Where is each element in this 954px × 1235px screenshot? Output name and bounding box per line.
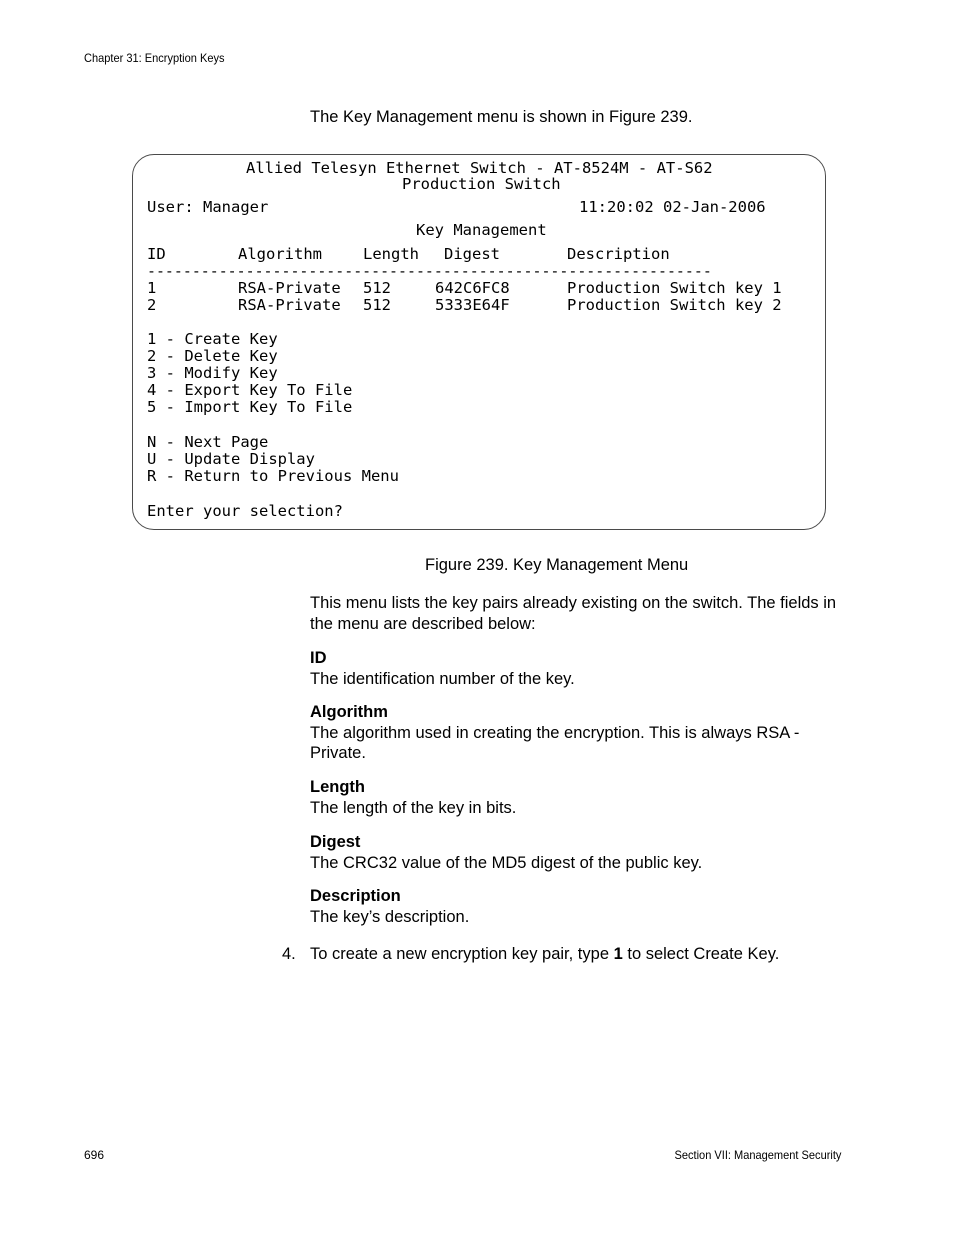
footer-section: Section VII: Management Security — [674, 1148, 841, 1162]
key-row-description: Production Switch key 1 — [567, 279, 782, 297]
terminal-separator: --------------------------------------------------------------- — [147, 262, 712, 280]
intro-text: The Key Management menu is shown in Figure 239. — [310, 108, 693, 126]
key-row-digest: 642C6FC8 — [435, 279, 510, 297]
step-item — [282, 944, 779, 965]
menu-option-export-key[interactable]: 4 - Export Key To File — [147, 381, 353, 399]
column-header-digest: Digest — [444, 245, 500, 263]
menu-option-next-page[interactable]: N - Next Page — [147, 433, 269, 451]
terminal-system-line: Allied Telesyn Ethernet Switch - AT-8524M - AT-S62 — [246, 159, 713, 177]
terminal-datetime: 11:20:02 02-Jan-2006 — [579, 198, 766, 216]
column-header-length: Length — [363, 245, 419, 263]
step-text-before: To create a new encryption key pair, type — [310, 945, 614, 963]
key-row-id: 2 — [147, 296, 157, 314]
field-title: Length — [310, 778, 365, 796]
field-title: Digest — [310, 833, 361, 851]
step-text-after: to select Create Key. — [622, 945, 780, 963]
menu-option-create-key[interactable]: 1 - Create Key — [147, 330, 278, 348]
field-id — [310, 648, 850, 689]
field-title: ID — [310, 649, 327, 667]
field-text: The identification number of the key. — [310, 669, 575, 688]
terminal-selection-prompt[interactable]: Enter your selection? — [147, 502, 343, 520]
step-bold-key: 1 — [613, 945, 623, 963]
field-description — [310, 886, 850, 927]
column-header-algorithm: Algorithm — [238, 245, 322, 263]
field-text: The CRC32 value of the MD5 digest of the public key. — [310, 853, 703, 872]
key-row-id: 1 — [147, 279, 157, 297]
field-algorithm — [310, 702, 850, 764]
menu-option-delete-key[interactable]: 2 - Delete Key — [147, 347, 278, 365]
field-text: The key’s description. — [310, 907, 470, 926]
menu-option-import-key[interactable]: 5 - Import Key To File — [147, 398, 353, 416]
page-number: 696 — [84, 1148, 105, 1162]
key-row-description: Production Switch key 2 — [567, 296, 782, 314]
key-row-digest: 5333E64F — [435, 296, 510, 314]
menu-option-update-display[interactable]: U - Update Display — [147, 450, 315, 468]
running-header: Chapter 31: Encryption Keys — [84, 51, 225, 65]
step-number: 4. — [282, 945, 296, 963]
terminal-menu-title: Key Management — [416, 221, 547, 239]
field-text: The length of the key in bits. — [310, 798, 517, 817]
terminal-switch-name: Production Switch — [402, 175, 561, 193]
key-row-algorithm: RSA-Private — [238, 279, 341, 297]
terminal-user: User: Manager — [147, 198, 269, 216]
key-row-length: 512 — [363, 296, 391, 314]
field-text: The algorithm used in creating the encryption. This is always RSA - Private. — [310, 723, 800, 762]
menu-option-modify-key[interactable]: 3 - Modify Key — [147, 364, 278, 382]
key-row-algorithm: RSA-Private — [238, 296, 341, 314]
description-paragraph: This menu lists the key pairs already existing on the switch. The fields in the menu are described below: — [310, 594, 837, 633]
column-header-id: ID — [147, 245, 166, 263]
field-digest — [310, 832, 850, 873]
field-title: Algorithm — [310, 703, 388, 721]
menu-option-return-previous[interactable]: R - Return to Previous Menu — [147, 467, 399, 485]
field-title: Description — [310, 887, 401, 905]
field-length — [310, 777, 850, 818]
key-row-length: 512 — [363, 279, 391, 297]
figure-caption: Figure 239. Key Management Menu — [425, 556, 689, 574]
column-header-description: Description — [567, 245, 670, 263]
